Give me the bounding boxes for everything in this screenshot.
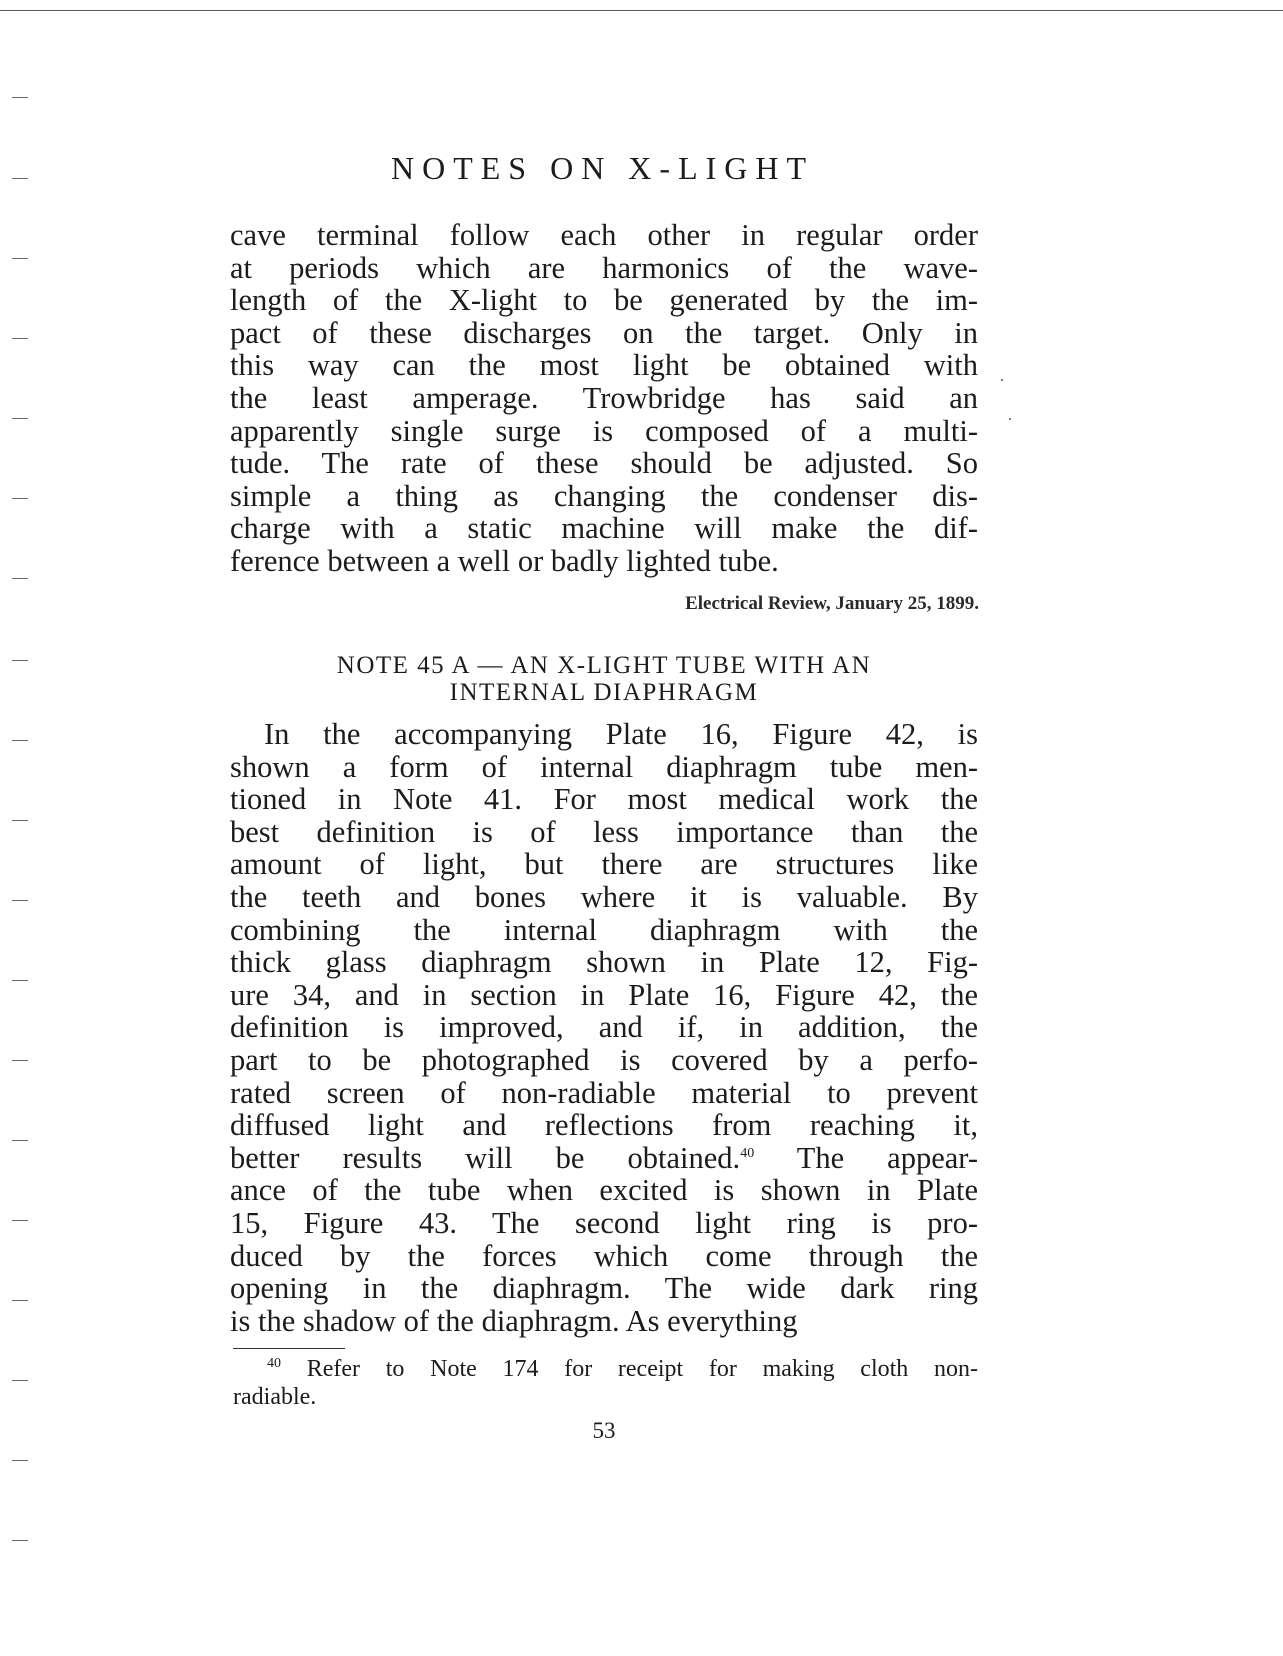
text-line: best definition is of less importance than the: [230, 814, 978, 849]
footnote-line-2: radiable.: [233, 1384, 317, 1410]
text-line: combining the internal diaphragm with the: [230, 912, 978, 947]
binding-mark: [12, 1380, 28, 1381]
text-line: ference between a well or badly lighted tube.: [230, 543, 779, 578]
text-line: diffused light and reflections from reaching it,: [230, 1108, 978, 1143]
running-head: NOTES ON X-LIGHT: [390, 150, 815, 186]
binding-mark: [12, 338, 28, 339]
paragraph-continued: [230, 219, 978, 578]
binding-mark: [12, 980, 28, 981]
text-line: definition is improved, and if, in addition, the: [230, 1010, 978, 1045]
binding-hole-marks: [12, 0, 32, 1656]
footnote: [233, 1355, 978, 1411]
text-line: duced by the forces which come through the: [230, 1238, 978, 1273]
note-heading-line-1: NOTE 45 A — AN X-LIGHT TUBE WITH AN: [336, 652, 872, 679]
binding-mark: [12, 178, 28, 179]
text-line: apparently single surge is composed of a multi-: [230, 413, 978, 448]
binding-mark: [12, 1140, 28, 1141]
text-line: In the accompanying Plate 16, Figure 42, is: [264, 717, 978, 751]
text-line: charge with a static machine will make the dif-: [230, 511, 978, 546]
binding-mark: [12, 498, 28, 499]
ink-speck: [1009, 418, 1011, 420]
binding-mark: [12, 1060, 28, 1061]
binding-mark: [12, 820, 28, 821]
binding-mark: [12, 1300, 28, 1301]
text-line: length of the X-light to be generated by the im-: [230, 283, 978, 318]
text-segment: The appear-: [754, 1140, 978, 1175]
text-line: rated screen of non-radiable material to prevent: [230, 1075, 978, 1110]
text-line: tude. The rate of these should be adjusted. So: [230, 446, 978, 481]
text-line: ure 34, and in section in Plate 16, Figure 42, the: [230, 977, 978, 1012]
text-line: amount of light, but there are structures like: [230, 847, 978, 882]
binding-mark: [12, 1220, 28, 1221]
binding-mark: [12, 740, 28, 741]
text-line: 15, Figure 43. The second light ring is pro-: [230, 1205, 978, 1240]
paragraph-note-45a: [230, 718, 978, 1337]
footnote-text-1: Refer to Note 174 for receipt for making cloth non-: [281, 1356, 978, 1382]
text-line: ance of the tube when excited is shown in Plate: [230, 1173, 978, 1208]
binding-mark: [12, 258, 28, 259]
footnote-line-1: [233, 1355, 978, 1383]
text-line: is the shadow of the diaphragm. As everything: [230, 1303, 798, 1338]
body-paragraph-1: [230, 219, 978, 578]
footnote-reference: 40: [740, 1145, 755, 1161]
binding-mark: [12, 1460, 28, 1461]
text-line: cave terminal follow each other in regular order: [230, 218, 978, 252]
binding-mark: [12, 418, 28, 419]
page-number: 53: [592, 1418, 616, 1443]
binding-mark: [12, 97, 28, 98]
text-line: this way can the most light be obtained with: [230, 348, 978, 383]
top-edge-rule: [0, 10, 1283, 11]
note-heading: [230, 652, 978, 706]
binding-mark: [12, 1540, 28, 1541]
text-line: opening in the diaphragm. The wide dark ring: [230, 1271, 978, 1306]
binding-mark: [12, 578, 28, 579]
text-line: pact of these discharges on the target. Only in: [230, 315, 978, 350]
text-line: simple a thing as changing the condenser dis-: [230, 478, 978, 513]
text-segment: better results will be obtained.: [230, 1140, 741, 1175]
text-line: part to be photographed is covered by a perfo-: [230, 1042, 978, 1077]
text-line: shown a form of internal diaphragm tube men-: [230, 749, 978, 784]
body-paragraph-2: [230, 718, 978, 1337]
source-citation: Electrical Review, January 25, 1899.: [685, 593, 979, 614]
footnote-marker: 40: [267, 1356, 281, 1371]
text-line: the least amperage. Trowbridge has said an: [230, 380, 978, 415]
text-line: at periods which are harmonics of the wave-: [230, 250, 978, 285]
ink-speck: [1001, 379, 1003, 381]
binding-mark: [12, 900, 28, 901]
footnote-rule: [233, 1348, 345, 1349]
text-line-with-footnote-ref: [230, 1142, 978, 1175]
binding-mark: [12, 660, 28, 661]
text-line: the teeth and bones where it is valuable. By: [230, 879, 978, 914]
text-line: thick glass diaphragm shown in Plate 12, Fig-: [230, 945, 978, 980]
text-line: tioned in Note 41. For most medical work the: [230, 782, 978, 817]
note-heading-line-2: INTERNAL DIAPHRAGM: [449, 679, 759, 706]
